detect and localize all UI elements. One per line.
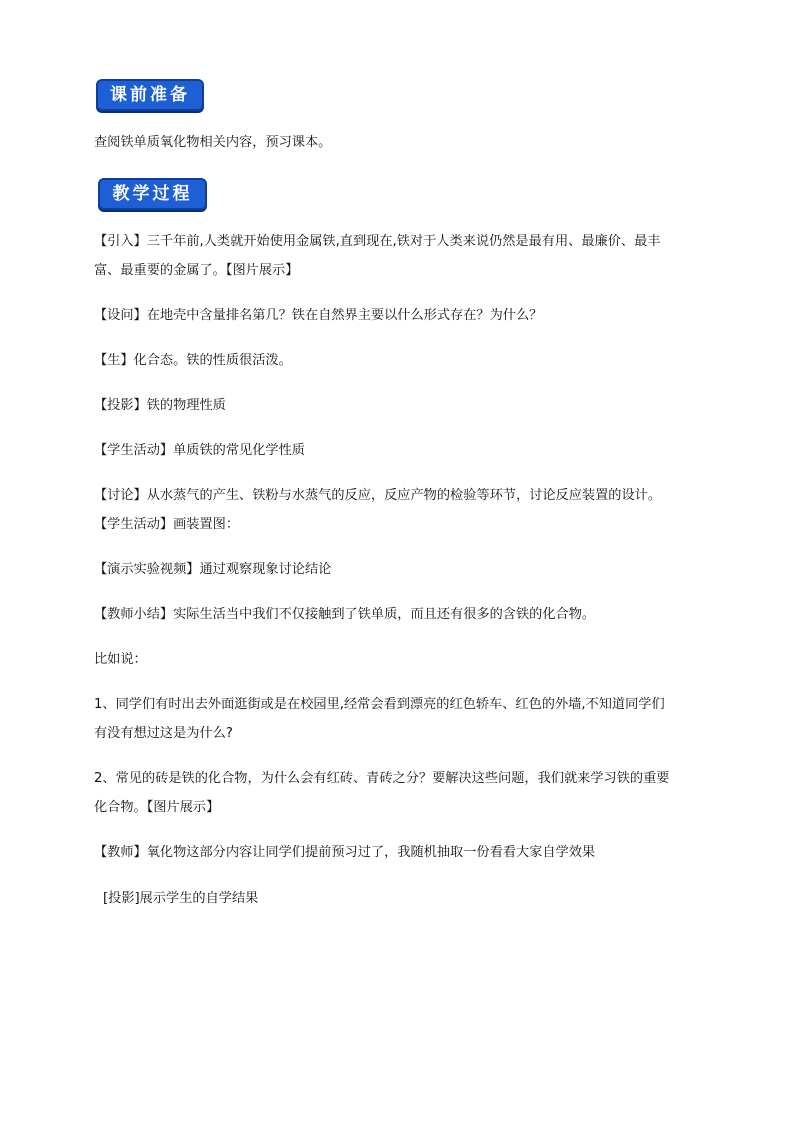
- paragraph-student-activity-chem: 【学生活动】单质铁的常见化学性质: [94, 443, 305, 458]
- prep-text: 查阅铁单质氧化物相关内容，预习课本。: [94, 135, 332, 150]
- paragraph-student-activity-draw: 【学生活动】画装置图：: [94, 517, 240, 532]
- paragraph-demo-video: 【演示实验视频】通过观察现象讨论结论: [94, 562, 332, 577]
- paragraph-discussion: 【讨论】从水蒸气的产生、铁粉与水蒸气的反应，反应产物的检验等环节，讨论反应装置的设计。: [94, 488, 662, 503]
- paragraph-example2-line1: 2、常见的砖是铁的化合物，为什么会有红砖、青砖之分？要解决这些问题，我们就来学习铁的重要: [94, 771, 670, 786]
- paragraph-projection-results: [投影]展示学生的自学结果: [103, 891, 259, 906]
- paragraph-question: 【设问】在地壳中含量排名第几？铁在自然界主要以什么形式存在？为什么？: [94, 308, 543, 323]
- paragraph-teacher-oxides: 【教师】氧化物这部分内容让同学们提前预习过了，我随机抽取一份看看大家自学效果: [94, 845, 596, 860]
- paragraph-student-answer: 【生】化合态。铁的性质很活泼。: [94, 353, 292, 368]
- paragraph-projection-physical: 【投影】铁的物理性质: [94, 398, 226, 413]
- paragraph-teacher-summary: 【教师小结】实际生活当中我们不仅接触到了铁单质，而且还有很多的含铁的化合物。: [94, 607, 596, 622]
- paragraph-example1-line1: 1、同学们有时出去外面逛街或是在校园里,经常会看到漂亮的红色轿车、红色的外墙,不知道同学们: [94, 697, 665, 712]
- paragraph-intro-line1: 【引入】三千年前,人类就开始使用金属铁,直到现在,铁对于人类来说仍然是最有用、最廉价、最丰: [94, 234, 661, 249]
- section-badge-process: 教学过程: [98, 178, 207, 210]
- paragraph-for-example: 比如说：: [94, 652, 147, 667]
- section-badge-prep: 课前准备: [96, 79, 204, 111]
- paragraph-example1-line2: 有没有想过这是为什么?: [94, 726, 233, 741]
- paragraph-intro-line2: 富、最重要的金属了。【图片展示】: [94, 263, 299, 278]
- paragraph-example2-line2: 化合物。【图片展示】: [94, 800, 220, 815]
